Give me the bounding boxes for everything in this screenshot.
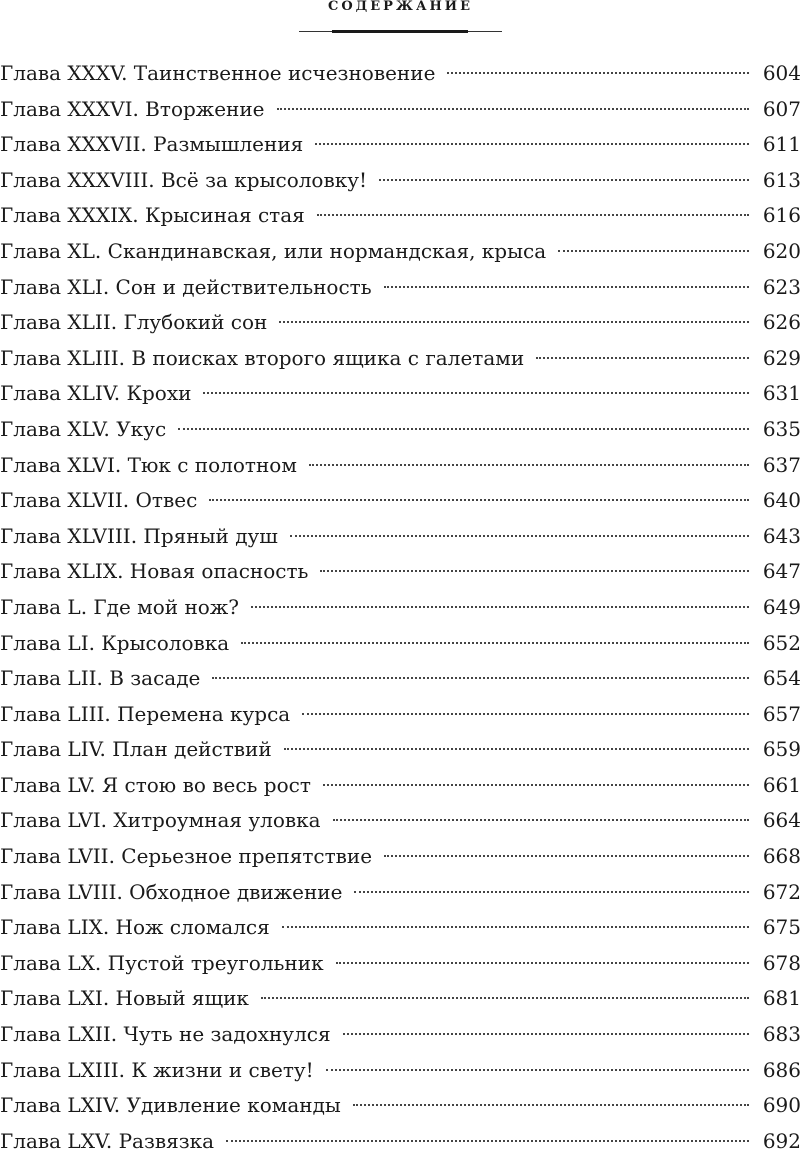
toc-entry-title: Глава XLI. Сон и действительность bbox=[0, 274, 372, 299]
toc-entry[interactable] bbox=[0, 661, 801, 697]
toc-dot-leader bbox=[241, 642, 749, 644]
toc-dot-leader bbox=[309, 464, 749, 466]
toc-entry-title: Глава LXIII. К жизни и свету! bbox=[0, 1057, 314, 1082]
toc-dot-leader bbox=[384, 855, 749, 857]
toc-dot-leader bbox=[261, 997, 749, 999]
toc-dot-leader bbox=[226, 1140, 749, 1142]
toc-entry-page: 681 bbox=[762, 986, 801, 1011]
toc-entry-page: 647 bbox=[762, 559, 801, 584]
toc-entry-page: 692 bbox=[762, 1128, 801, 1153]
toc-entry-page: 637 bbox=[762, 452, 801, 477]
toc-entry[interactable] bbox=[0, 626, 801, 662]
toc-entry-title: Глава XLVIII. Пряный душ bbox=[0, 523, 278, 548]
toc-entry-title: Глава LX. Пустой треугольник bbox=[0, 950, 324, 975]
toc-entry-page: 635 bbox=[762, 416, 801, 441]
toc-entry-title: Глава LXI. Новый ящик bbox=[0, 986, 249, 1011]
toc-entry[interactable] bbox=[0, 56, 801, 92]
toc-entry[interactable] bbox=[0, 127, 801, 163]
toc-entry[interactable] bbox=[0, 483, 801, 519]
toc-dot-leader bbox=[315, 143, 749, 145]
toc-entry-title: Глава LIII. Перемена курса bbox=[0, 701, 291, 726]
toc-entry-page: 607 bbox=[762, 96, 801, 121]
toc-dot-leader bbox=[384, 286, 749, 288]
toc-entry-page: 623 bbox=[762, 274, 801, 299]
toc-entry-page: 675 bbox=[762, 915, 801, 940]
toc-entry[interactable] bbox=[0, 981, 801, 1017]
toc-entry-page: 672 bbox=[762, 879, 801, 904]
toc-dot-leader bbox=[178, 428, 749, 430]
toc-entry[interactable] bbox=[0, 412, 801, 448]
toc-entry[interactable] bbox=[0, 198, 801, 234]
toc-entry[interactable] bbox=[0, 1124, 801, 1159]
toc-entry-page: 664 bbox=[762, 808, 801, 833]
toc-entry-page: 652 bbox=[762, 630, 801, 655]
toc-entry-title: Глава XL. Скандинавская, или нормандская, крыса bbox=[0, 238, 547, 263]
toc-entry-page: 629 bbox=[762, 345, 801, 370]
toc-entry-title: Глава XLIV. Крохи bbox=[0, 381, 192, 406]
toc-entry-page: 690 bbox=[762, 1093, 801, 1118]
toc-entry-title: Глава LVI. Хитроумная уловка bbox=[0, 808, 321, 833]
toc-dot-leader bbox=[320, 570, 749, 572]
toc-entry-title: Глава LIV. План действий bbox=[0, 737, 272, 762]
toc-entry[interactable] bbox=[0, 839, 801, 875]
toc-dot-leader bbox=[209, 499, 749, 501]
toc-entry-title: Глава XLIX. Новая опасность bbox=[0, 559, 309, 584]
toc-entry-title: Глава XLIII. В поисках второго ящика с галетами bbox=[0, 345, 525, 370]
toc-entry-page: 678 bbox=[762, 950, 801, 975]
toc-entry[interactable] bbox=[0, 875, 801, 911]
toc-entry-title: Глава XXXVI. Вторжение bbox=[0, 96, 265, 121]
toc-entry-page: 661 bbox=[762, 772, 801, 797]
toc-entry-title: Глава LIX. Нож сломался bbox=[0, 915, 270, 940]
toc-dot-leader bbox=[447, 72, 749, 74]
toc-entry-title: Глава XLVI. Тюк с полотном bbox=[0, 452, 297, 477]
toc-dot-leader bbox=[558, 250, 749, 252]
toc-dot-leader bbox=[353, 1104, 749, 1106]
toc-entry[interactable] bbox=[0, 270, 801, 306]
toc-entry[interactable] bbox=[0, 341, 801, 377]
toc-entry-title: Глава LXV. Развязка bbox=[0, 1128, 215, 1153]
toc-dot-leader bbox=[326, 1069, 749, 1071]
toc-entry-title: Глава LV. Я стою во весь рост bbox=[0, 772, 311, 797]
toc-dot-leader bbox=[354, 891, 749, 893]
toc-entry-page: 659 bbox=[762, 737, 801, 762]
toc-entry[interactable] bbox=[0, 946, 801, 982]
toc-dot-leader bbox=[212, 677, 749, 679]
toc-entry[interactable] bbox=[0, 697, 801, 733]
toc-entry[interactable] bbox=[0, 590, 801, 626]
toc-entry-title: Глава LVII. Серьезное препятствие bbox=[0, 844, 373, 869]
toc-entry[interactable] bbox=[0, 910, 801, 946]
toc-dot-leader bbox=[203, 392, 749, 394]
toc-dot-leader bbox=[333, 819, 749, 821]
toc-entry[interactable] bbox=[0, 732, 801, 768]
page-header bbox=[0, 0, 801, 40]
toc-entry-page: 616 bbox=[762, 203, 801, 228]
toc-dot-leader bbox=[282, 926, 749, 928]
toc-entry-title: Глава XLVII. Отвес bbox=[0, 488, 198, 513]
toc-entry-title: Глава XLV. Укус bbox=[0, 416, 167, 441]
toc-entry-page: 640 bbox=[762, 488, 801, 513]
toc-dot-leader bbox=[323, 784, 749, 786]
toc-entry-page: 643 bbox=[762, 523, 801, 548]
toc-entry[interactable] bbox=[0, 1017, 801, 1053]
toc-entry-page: 631 bbox=[762, 381, 801, 406]
toc-dot-leader bbox=[279, 321, 749, 323]
toc-dot-leader bbox=[379, 179, 749, 181]
toc-entry[interactable] bbox=[0, 803, 801, 839]
toc-entry-title: Глава XXXV. Таинственное исчезновение bbox=[0, 61, 436, 85]
toc-entry[interactable] bbox=[0, 163, 801, 199]
toc-dot-leader bbox=[277, 108, 749, 110]
toc-entry[interactable] bbox=[0, 305, 801, 341]
toc-entry-title: Глава XXXVIII. Всё за крысоловку! bbox=[0, 167, 368, 192]
toc-entry-page: 668 bbox=[762, 844, 801, 869]
toc-entry[interactable] bbox=[0, 234, 801, 270]
toc-dot-leader bbox=[317, 214, 749, 216]
toc-dot-leader bbox=[336, 962, 749, 964]
toc-entry-title: Глава LVIII. Обходное движение bbox=[0, 879, 343, 904]
toc-dot-leader bbox=[290, 535, 749, 537]
toc-entry-page: 604 bbox=[762, 61, 801, 85]
toc-entry-page: 620 bbox=[762, 238, 801, 263]
toc-entry[interactable] bbox=[0, 92, 801, 128]
toc-entry-page: 683 bbox=[762, 1022, 801, 1047]
toc-dot-leader bbox=[302, 713, 749, 715]
toc-entry-page: 611 bbox=[762, 132, 801, 157]
page-title: СОДЕРЖАНИЕ bbox=[327, 0, 474, 14]
table-of-contents bbox=[0, 56, 801, 1159]
toc-entry-title: Глава L. Где мой нож? bbox=[0, 594, 239, 619]
toc-entry-page: 626 bbox=[762, 310, 801, 335]
toc-entry-page: 657 bbox=[762, 701, 801, 726]
toc-entry-title: Глава LXIV. Удивление команды bbox=[0, 1093, 341, 1118]
toc-dot-leader bbox=[536, 357, 749, 359]
toc-entry-page: 654 bbox=[762, 666, 801, 691]
toc-entry-title: Глава XXXVII. Размышления bbox=[0, 132, 304, 157]
toc-entry-title: Глава LXII. Чуть не задохнулся bbox=[0, 1022, 331, 1047]
toc-entry[interactable] bbox=[0, 554, 801, 590]
toc-dot-leader bbox=[251, 606, 749, 608]
toc-entry[interactable] bbox=[0, 519, 801, 555]
toc-entry-title: Глава XXXIX. Крысиная стая bbox=[0, 203, 305, 228]
toc-entry-title: Глава XLII. Глубокий сон bbox=[0, 310, 268, 335]
toc-entry-page: 686 bbox=[762, 1057, 801, 1082]
toc-entry[interactable] bbox=[0, 376, 801, 412]
toc-entry[interactable] bbox=[0, 1053, 801, 1089]
title-underline-accent bbox=[332, 30, 468, 33]
toc-entry-title: Глава LI. Крысоловка bbox=[0, 630, 230, 655]
toc-entry-page: 613 bbox=[762, 167, 801, 192]
toc-entry[interactable] bbox=[0, 768, 801, 804]
toc-dot-leader bbox=[284, 748, 749, 750]
toc-entry-page: 649 bbox=[762, 594, 801, 619]
toc-dot-leader bbox=[343, 1033, 749, 1035]
toc-entry[interactable] bbox=[0, 1088, 801, 1124]
toc-entry-title: Глава LII. В засаде bbox=[0, 666, 201, 691]
toc-entry[interactable] bbox=[0, 448, 801, 484]
